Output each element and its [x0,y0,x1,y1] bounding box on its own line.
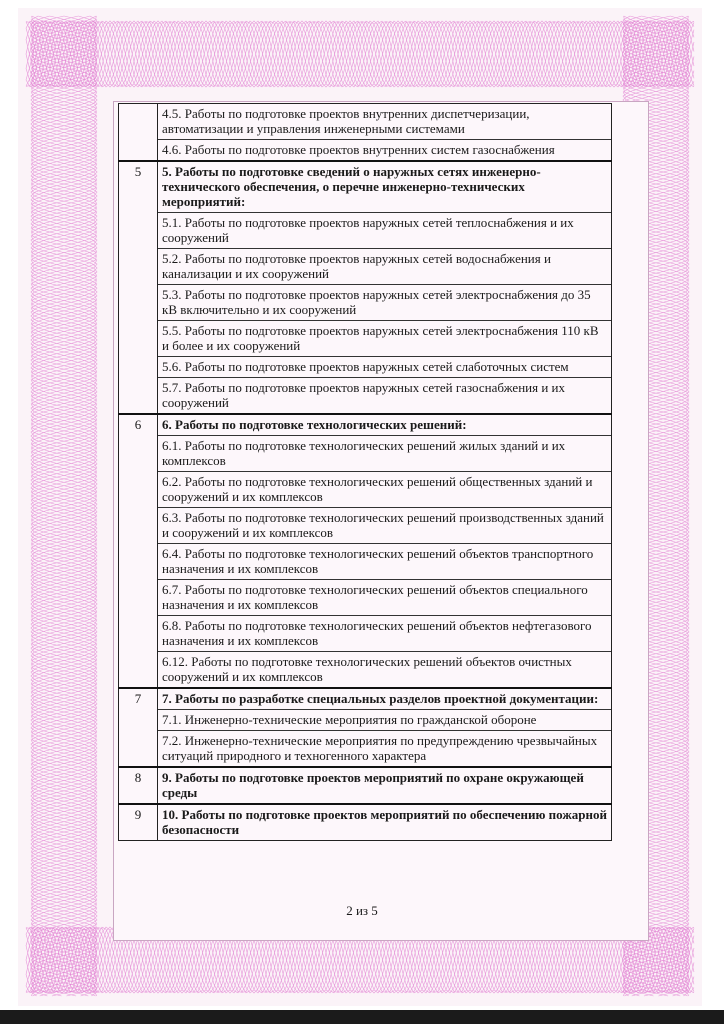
work-item: 4.5. Работы по подготовке проектов внутренних диспетчеризации, автоматизации и управления инженерными системами [162,106,530,136]
work-item: 7.2. Инженерно-технические мероприятия по предупреждению чрезвычайных ситуаций природного и техногенного характера [158,730,611,766]
table-row [119,414,612,688]
row-number: 8 [119,767,158,804]
row-content [158,104,612,162]
work-item: 4.6. Работы по подготовке проектов внутренних систем газоснабжения [158,139,611,160]
row-content [158,767,612,804]
work-item: 6.1. Работы по подготовке технологических решений жилых зданий и их комплексов [158,435,611,471]
row-number: 9 [119,804,158,841]
work-item: 6.3. Работы по подготовке технологических решений производственных зданий и сооружений и их комплексов [158,507,611,543]
work-item: 6.8. Работы по подготовке технологических решений объектов нефтегазового назначения и их комплексов [158,615,611,651]
work-item: 7.1. Инженерно-технические мероприятия по гражданской обороне [158,709,611,730]
page-number: 2 из 5 [346,903,378,918]
work-item: 5.3. Работы по подготовке проектов наружных сетей электроснабжения до 35 кВ включительно и их сооружений [158,284,611,320]
table-row [119,161,612,414]
work-item: 5.1. Работы по подготовке проектов наружных сетей теплоснабжения и их сооружений [158,212,611,248]
table-row [119,104,612,162]
row-number [119,104,158,162]
row-number: 7 [119,688,158,767]
row-number: 5 [119,161,158,414]
section-heading: 7. Работы по разработке специальных разделов проектной документации: [162,691,599,706]
table-row [119,804,612,841]
table-row [119,767,612,804]
row-content [158,688,612,767]
section-heading: 9. Работы по подготовке проектов мероприятий по охране окружающей среды [162,770,584,800]
section-heading: 6. Работы по подготовке технологических решений: [162,417,467,432]
section-heading: 5. Работы по подготовке сведений о наружных сетях инженерно-технического обеспечения, о перечне инженерно-технических мероприятий: [162,164,541,209]
work-item: 6.2. Работы по подготовке технологических решений общественных зданий и сооружений и их комплексов [158,471,611,507]
work-item: 6.12. Работы по подготовке технологических решений объектов очистных сооружений и их комплексов [158,651,611,687]
work-item: 6.7. Работы по подготовке технологических решений объектов специального назначения и их комплексов [158,579,611,615]
row-number: 6 [119,414,158,688]
works-table [118,103,612,841]
table-row [119,688,612,767]
work-item: 5.7. Работы по подготовке проектов наружных сетей газоснабжения и их сооружений [158,377,611,413]
row-content [158,414,612,688]
scan-edge [0,1010,724,1024]
section-heading: 10. Работы по подготовке проектов мероприятий по обеспечению пожарной безопасности [162,807,607,837]
row-content [158,804,612,841]
work-item: 5.2. Работы по подготовке проектов наружных сетей водоснабжения и канализации и их сооружений [158,248,611,284]
work-item: 5.5. Работы по подготовке проектов наружных сетей электроснабжения 110 кВ и более и их сооружений [158,320,611,356]
work-item: 6.4. Работы по подготовке технологических решений объектов транспортного назначения и их комплексов [158,543,611,579]
row-content [158,161,612,414]
work-item: 5.6. Работы по подготовке проектов наружных сетей слаботочных систем [158,356,611,377]
